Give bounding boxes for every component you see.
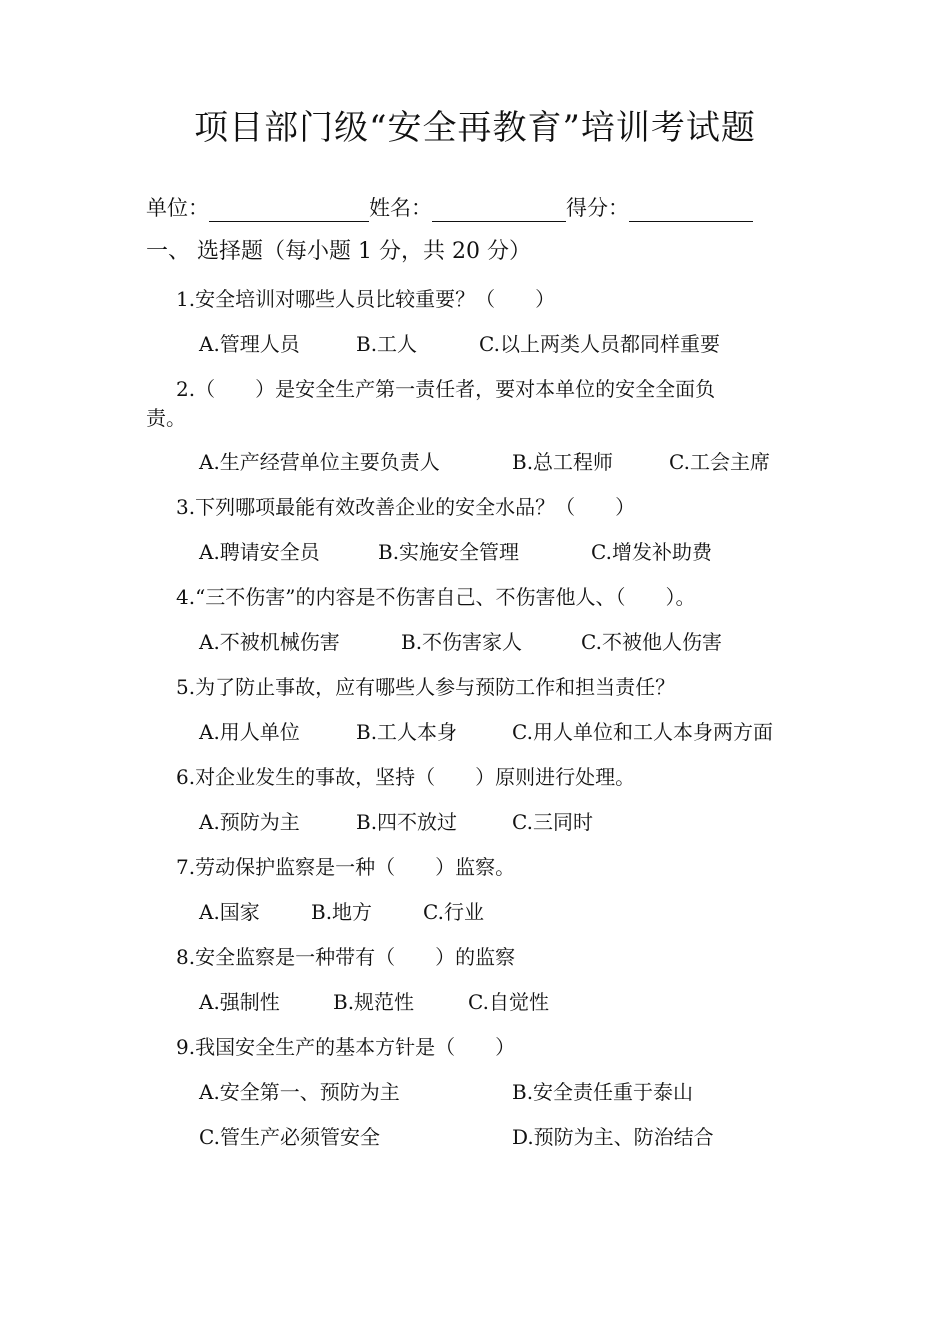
question-2-stem-cont: 责。 [146,406,186,430]
option-a[interactable]: A.用人单位 [199,720,300,744]
name-label: 姓名： [369,196,432,220]
question-4-stem: 4.“三不伤害”的内容是不伤害自己、不伤害他人、（ ）。 [176,585,696,609]
question-2-stem: 2.（ ）是安全生产第一责任者，要对本单位的安全全面负 [176,377,716,401]
question-5-stem: 5.为了防止事故，应有哪些人参与预防工作和担当责任？ [176,675,676,699]
option-b[interactable]: B.地方 [311,900,373,924]
question-8-stem: 8.安全监察是一种带有（ ）的监察 [176,945,516,969]
option-c[interactable]: C.不被他人伤害 [581,630,722,654]
option-b[interactable]: B.规范性 [333,990,415,1014]
option-c[interactable]: C.用人单位和工人本身两方面 [512,720,773,744]
option-c[interactable]: C.自觉性 [468,990,549,1014]
option-b[interactable]: B.工人本身 [356,720,458,744]
option-a[interactable]: A.不被机械伤害 [199,630,340,654]
option-a[interactable]: A.预防为主 [199,810,300,834]
option-b[interactable]: B.实施安全管理 [378,540,520,564]
option-a[interactable]: A.生产经营单位主要负责人 [199,450,440,474]
question-7-stem: 7.劳动保护监察是一种（ ）监察。 [176,855,516,879]
unit-label: 单位： [146,196,209,220]
option-a[interactable]: A.安全第一、预防为主 [199,1080,400,1104]
section-heading: 一、 选择题（每小题 1 分，共 20 分） [146,239,531,264]
unit-blank[interactable] [209,195,369,222]
option-d[interactable]: D.预防为主、防治结合 [512,1125,714,1149]
score-label: 得分： [566,196,629,220]
question-1-stem: 1.安全培训对哪些人员比较重要？（ ） [176,287,556,311]
name-blank[interactable] [432,195,566,222]
exam-title: 项目部门级“安全再教育”培训考试题 [194,108,756,148]
option-c[interactable]: C.三同时 [512,810,593,834]
question-6-stem: 6.对企业发生的事故，坚持（ ）原则进行处理。 [176,765,636,789]
option-c[interactable]: C.工会主席 [669,450,770,474]
option-b[interactable]: B.安全责任重于泰山 [512,1080,694,1104]
option-b[interactable]: B.不伤害家人 [401,630,523,654]
option-c[interactable]: C.管生产必须管安全 [199,1125,380,1149]
info-row [146,192,753,222]
score-blank[interactable] [629,195,753,222]
option-b[interactable]: B.工人 [356,332,418,356]
option-a[interactable]: A.管理人员 [199,332,300,356]
option-a[interactable]: A.聘请安全员 [199,540,320,564]
option-a[interactable]: A.强制性 [199,990,280,1014]
option-a[interactable]: A.国家 [199,900,260,924]
option-b[interactable]: B.四不放过 [356,810,458,834]
option-b[interactable]: B.总工程师 [512,450,614,474]
question-3-stem: 3.下列哪项最能有效改善企业的安全水品？（ ） [176,495,636,519]
option-c[interactable]: C.以上两类人员都同样重要 [479,332,720,356]
option-c[interactable]: C.增发补助费 [591,540,712,564]
question-9-stem: 9.我国安全生产的基本方针是（ ） [176,1035,516,1059]
option-c[interactable]: C.行业 [423,900,484,924]
